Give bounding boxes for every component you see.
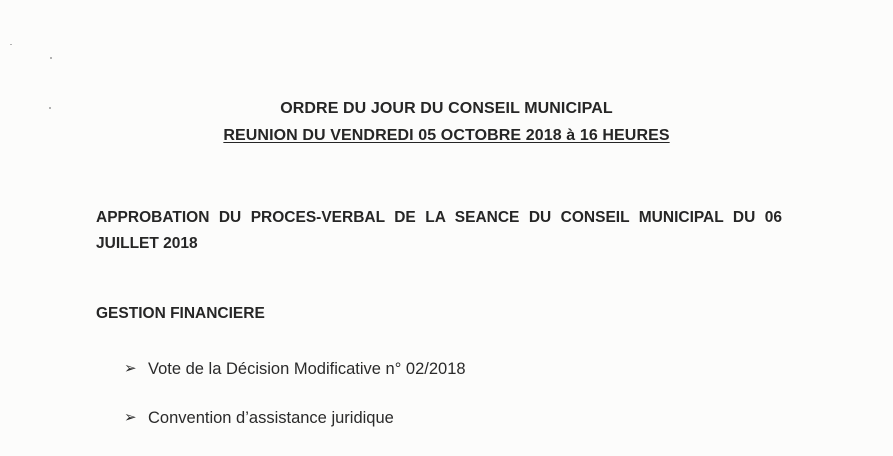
- scan-speck: [10, 44, 12, 45]
- arrow-bullet-icon: ➢: [124, 409, 137, 426]
- agenda-item-label: Convention d’assistance juridique: [148, 409, 394, 427]
- agenda-item-label: Vote de la Décision Modificative n° 02/2018: [148, 360, 466, 378]
- meeting-date-heading: REUNION DU VENDREDI 05 OCTOBRE 2018 à 16 HEURES: [223, 127, 670, 144]
- agenda-item: [124, 357, 466, 381]
- gestion-financiere-heading: GESTION FINANCIERE: [96, 305, 265, 322]
- scan-speck: [50, 57, 52, 59]
- approbation-section-heading: APPROBATION DU PROCES-VERBAL DE LA SEANCE DU CONSEIL MUNICIPAL DU 06 JUILLET 2018: [96, 209, 782, 252]
- agenda-title: ORDRE DU JOUR DU CONSEIL MUNICIPAL: [280, 100, 613, 117]
- arrow-bullet-icon: ➢: [124, 360, 137, 377]
- agenda-item: [124, 406, 394, 430]
